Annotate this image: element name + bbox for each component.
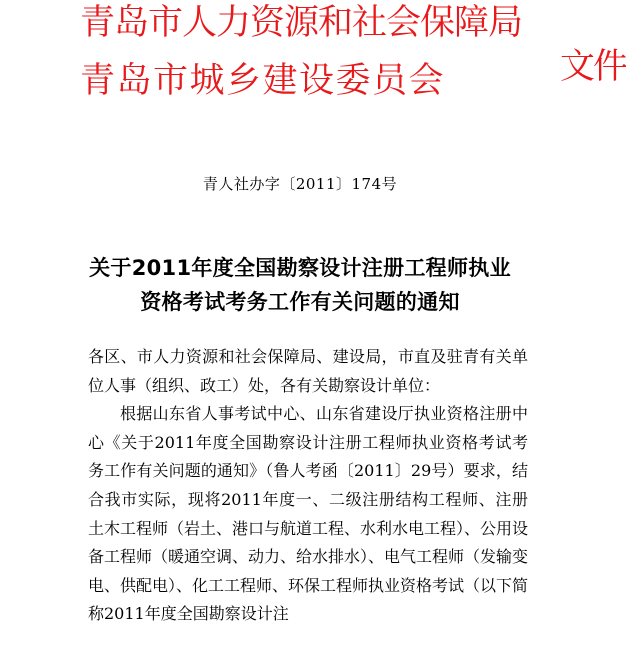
document-label: 文件 (560, 47, 626, 87)
title-line-2: 资格考试考务工作有关问题的通知 (140, 290, 460, 314)
agency-name-hrss: 青岛市人力资源和社会保障局 (80, 3, 523, 43)
document-number: 青人社办字〔2011〕174号 (202, 175, 398, 193)
title-line-1: 关于2011年度全国勘察设计注册工程师执业 (89, 256, 511, 280)
body-paragraph: 根据山东省人事考试中心、山东省建设厅执业资格注册中心《关于2011年度全国勘察设计注册工程师执业资格考试考务工作有关问题的通知》（鲁人考函〔2011〕29号）要求，结合我市实际，现将2011年度一、二级注册结构工程师、注册土木工程师（岩土、港口与航道工程、水利水电工程）、公用设备工程师（暖通空调、动力、给水排水）、电气工程师（发输变电、供配电）、化工工程师、环保工程师执业资格考试（以下简称2011年度全国勘察设计注 (88, 404, 529, 624)
document-title (0, 251, 600, 319)
agency-name-construction: 青岛市城乡建设委员会 (80, 61, 446, 101)
salutation: 各区、市人力资源和社会保障局、建设局，市直及驻青有关单位人事（组织、政工）处，各有关勘察设计单位： (88, 347, 528, 395)
document-body (88, 343, 528, 629)
